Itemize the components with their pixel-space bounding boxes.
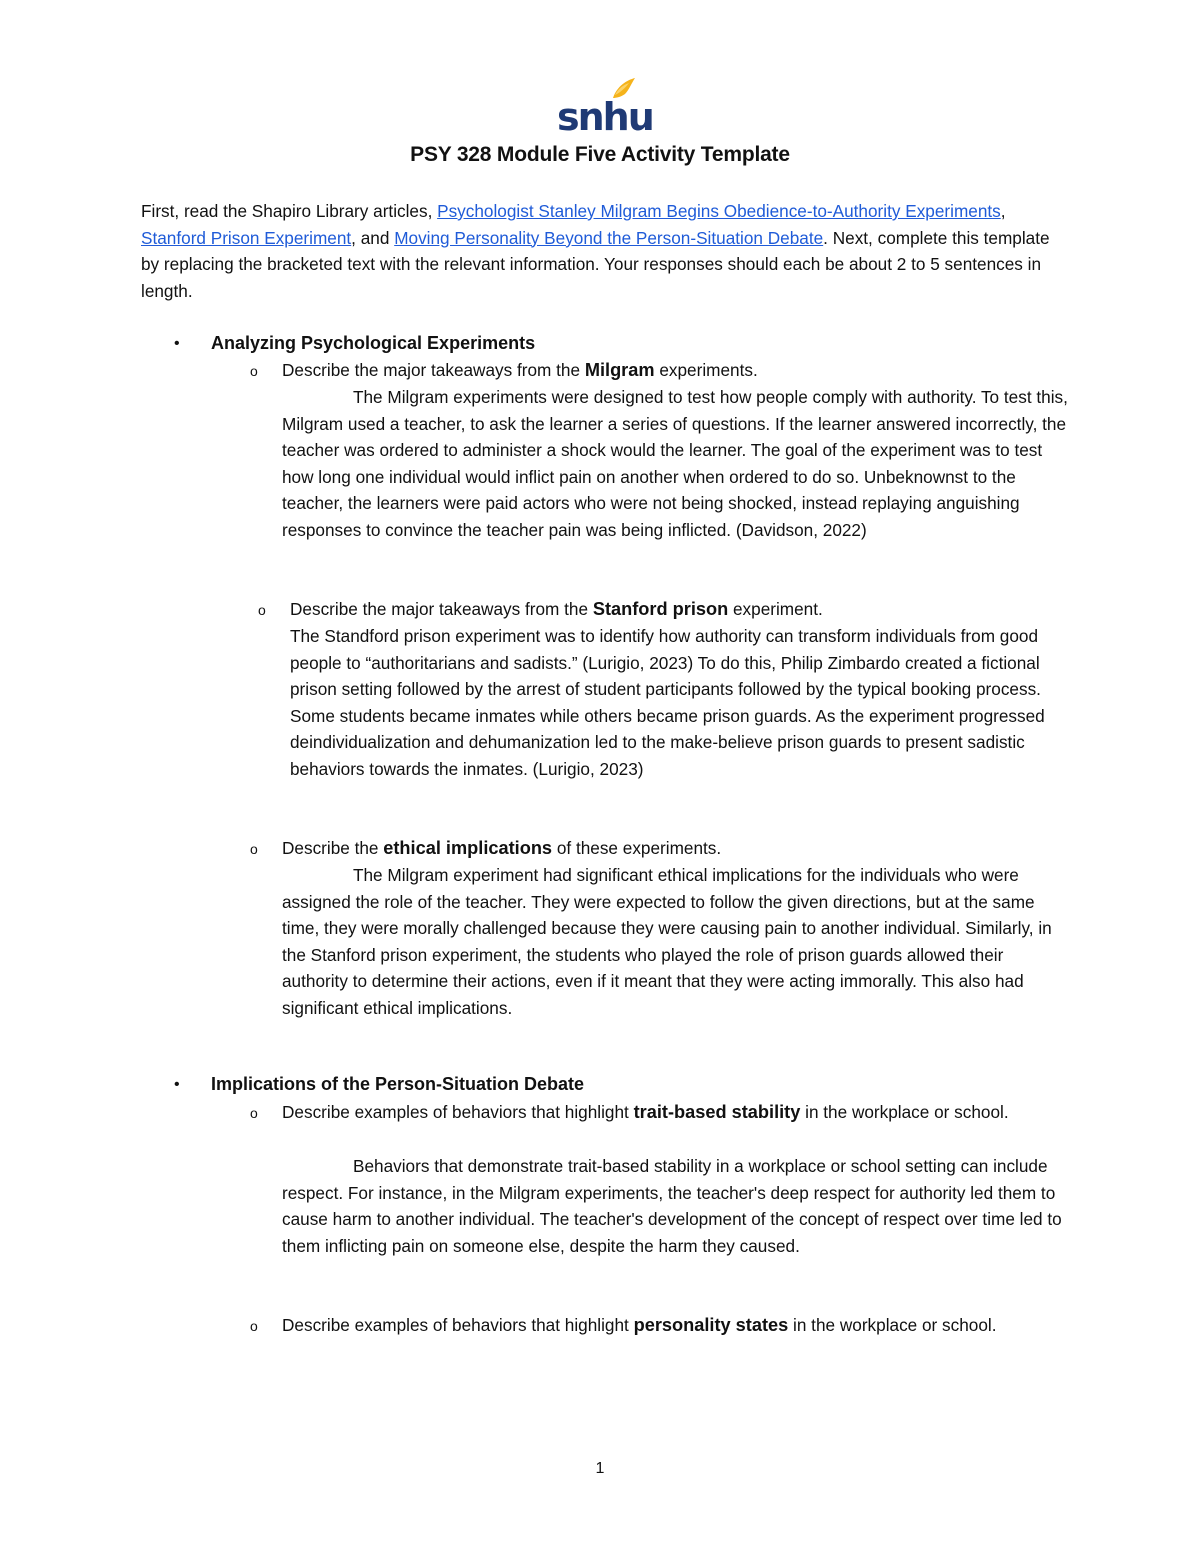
question-prompt: Describe examples of behaviors that highlight trait-based stability in the workplace or school. (282, 1102, 1009, 1122)
answer-text: The Standford prison experiment was to identify how authority can transform individuals from good people to “authoritarians and sadists.” (Lurigio, 2023) To do this, Philip Zimbardo created a fictional prison setting followed by the arrest of student participants followed by the typical booking process. Some students became inmates while others became prison guards. As the experiment progressed deindividualization and dehumanization led to the make-believe prison guards to present sadistic behaviors towards the inmates. (Lurigio, 2023) (290, 626, 1045, 779)
question-prompt: Describe the ethical implications of these experiments. (282, 838, 722, 858)
sub-bullet-marker: o (250, 363, 258, 379)
question-prompt: Describe the major takeaways from the Milgram experiments. (282, 360, 758, 380)
document-title: PSY 328 Module Five Activity Template (410, 143, 790, 166)
page-number: 1 (595, 1460, 605, 1477)
snhu-logo (555, 76, 653, 139)
section-heading: Analyzing Psychological Experiments (211, 333, 536, 353)
sub-bullet-marker: o (250, 1318, 258, 1334)
question-prompt: Describe examples of behaviors that highlight personality states in the workplace or school. (282, 1315, 997, 1335)
link-milgram-article[interactable]: Psychologist Stanley Milgram Begins Obedience-to-Authority Experiments (437, 201, 1001, 221)
section-bullet: • (174, 335, 180, 352)
sub-bullet-marker: o (250, 841, 258, 857)
link-stanford-article[interactable]: Stanford Prison Experiment (141, 227, 352, 248)
sub-bullet-marker: o (258, 602, 266, 618)
section-heading: Implications of the Person-Situation Debate (211, 1074, 585, 1094)
link-person-situation-article[interactable]: Moving Personality Beyond the Person-Situation Debate (394, 227, 824, 248)
answer-text: The Milgram experiment had significant ethical implications for the individuals who were assigned the role of the teacher. They were expected to follow the given directions, but at the same time, they were morally challenged because they were causing pain to another individual. Similarly, in the Stanford prison experiment, the students who played the role of prison guards allowed their authority to determine their actions, even if it meant that they were acting immorally. This also had significant ethical implications. (282, 865, 1052, 1018)
answer-text: Behaviors that demonstrate trait-based stability in a workplace or school setting can include respect. For instance, in the Milgram experiments, the teacher's deep respect for authority led them to cause harm to another individual. The teacher's development of the concept of respect over time led to them inflicting pain on someone else, despite the harm they caused. (282, 1156, 1062, 1256)
question-prompt: Describe the major takeaways from the Stanford prison experiment. (290, 599, 823, 619)
answer-text: The Milgram experiments were designed to test how people comply with authority. To test this, Milgram used a teacher, to ask the learner a series of questions. If the learner answered incorrectly, the teacher was ordered to administer a shock would the learner. The goal of the experiment was to test how long one individual would inflict pain on another when ordered to do so. Unbeknownst to the teacher, the learners were paid actors who were not being shocked, instead replaying anguishing responses to convince the teacher pain was being inflicted. (Davidson, 2022) (282, 387, 1068, 540)
section-bullet: • (174, 1076, 180, 1093)
intro-paragraph: First, read the Shapiro Library articles, Psychologist Stanley Milgram Begins Obedience-to-Authority Experiments, Stanford Prison Experiment, and Moving Personality Beyond the Person-Situation Debate. Next, complete this template by replacing the bracketed text with the relevant information. Your responses should each be about 2 to 5 sentences in length. (141, 201, 1050, 301)
svg-text:snhu: snhu (557, 95, 653, 139)
sub-bullet-marker: o (250, 1105, 258, 1121)
